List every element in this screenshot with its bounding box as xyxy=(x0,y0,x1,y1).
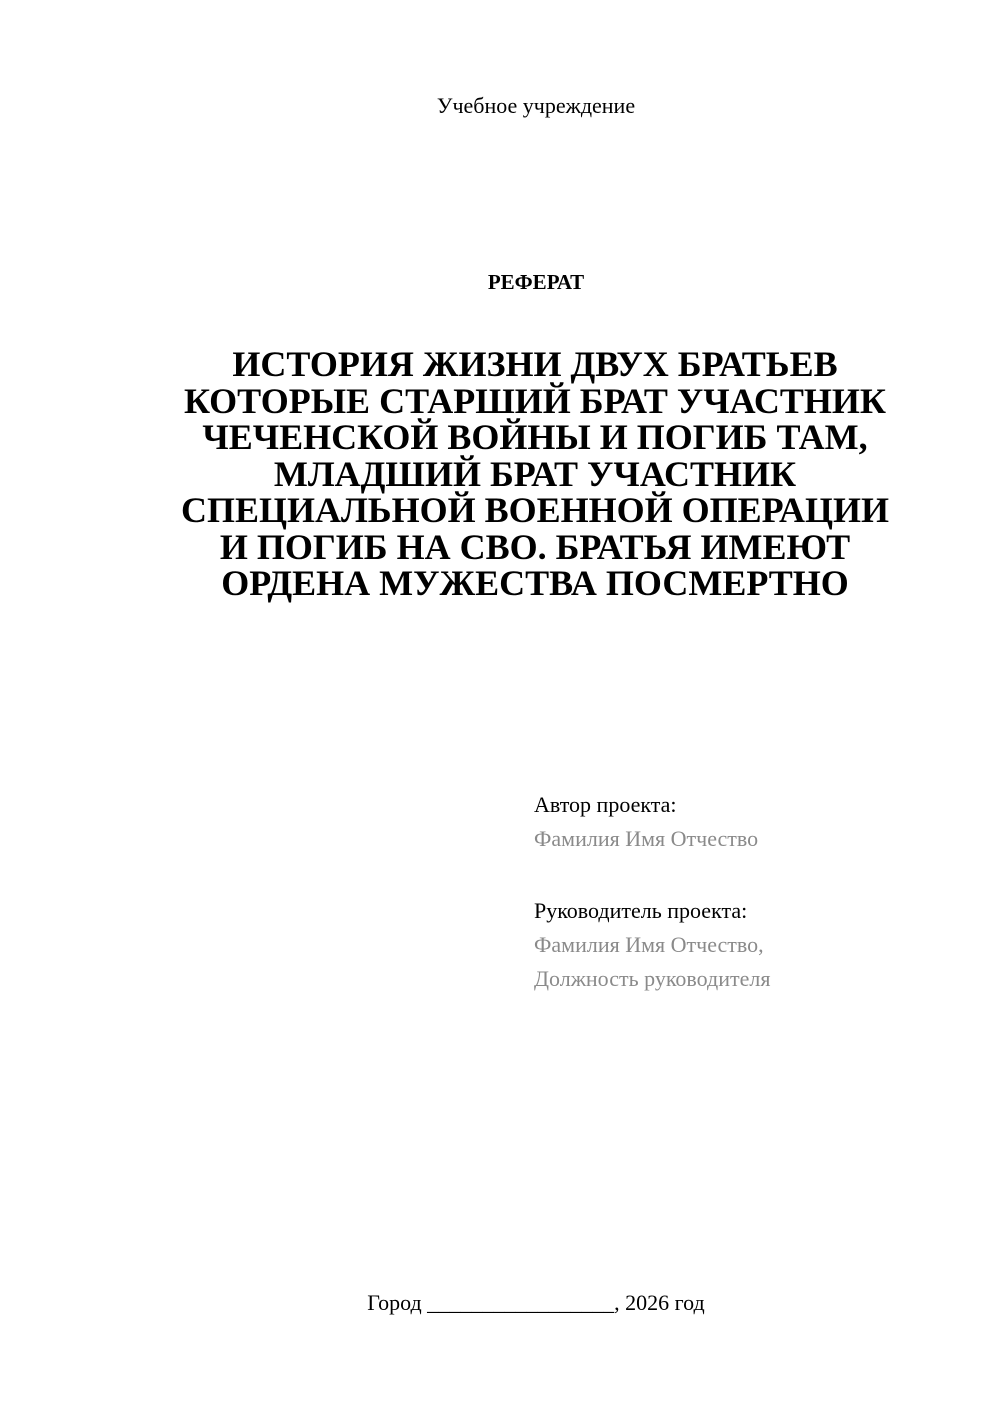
supervisor-label: Руководитель проекта: xyxy=(534,898,748,923)
city-year-line: Город _________________, 2026 год xyxy=(367,1290,705,1315)
author-label: Автор проекта: xyxy=(534,792,677,817)
title-line: СПЕЦИАЛЬНОЙ ВОЕННОЙ ОПЕРАЦИИ xyxy=(180,490,890,530)
document-title xyxy=(130,346,940,602)
supervisor-position: Должность руководителя xyxy=(534,966,771,991)
author-name: Фамилия Имя Отчество xyxy=(534,826,759,851)
title-line: И ПОГИБ НА СВО. БРАТЬЯ ИМЕЮТ xyxy=(219,526,851,567)
institution-name: Учебное учреждение xyxy=(436,93,636,118)
document-type: РЕФЕРАТ xyxy=(487,270,585,294)
title-line: ЧЕЧЕНСКОЙ ВОЙНЫ И ПОГИБ ТАМ, xyxy=(202,417,868,457)
supervisor-name: Фамилия Имя Отчество, xyxy=(534,932,764,957)
title-line: ОРДЕНА МУЖЕСТВА ПОСМЕРТНО xyxy=(221,563,849,603)
title-line: ИСТОРИЯ ЖИЗНИ ДВУХ БРАТЬЕВ xyxy=(232,344,838,384)
title-line: МЛАДШИЙ БРАТ УЧАСТНИК xyxy=(273,453,797,494)
supervisor-block xyxy=(534,894,974,996)
author-block xyxy=(534,788,974,856)
title-line: КОТОРЫЕ СТАРШИЙ БРАТ УЧАСТНИК xyxy=(183,380,887,421)
